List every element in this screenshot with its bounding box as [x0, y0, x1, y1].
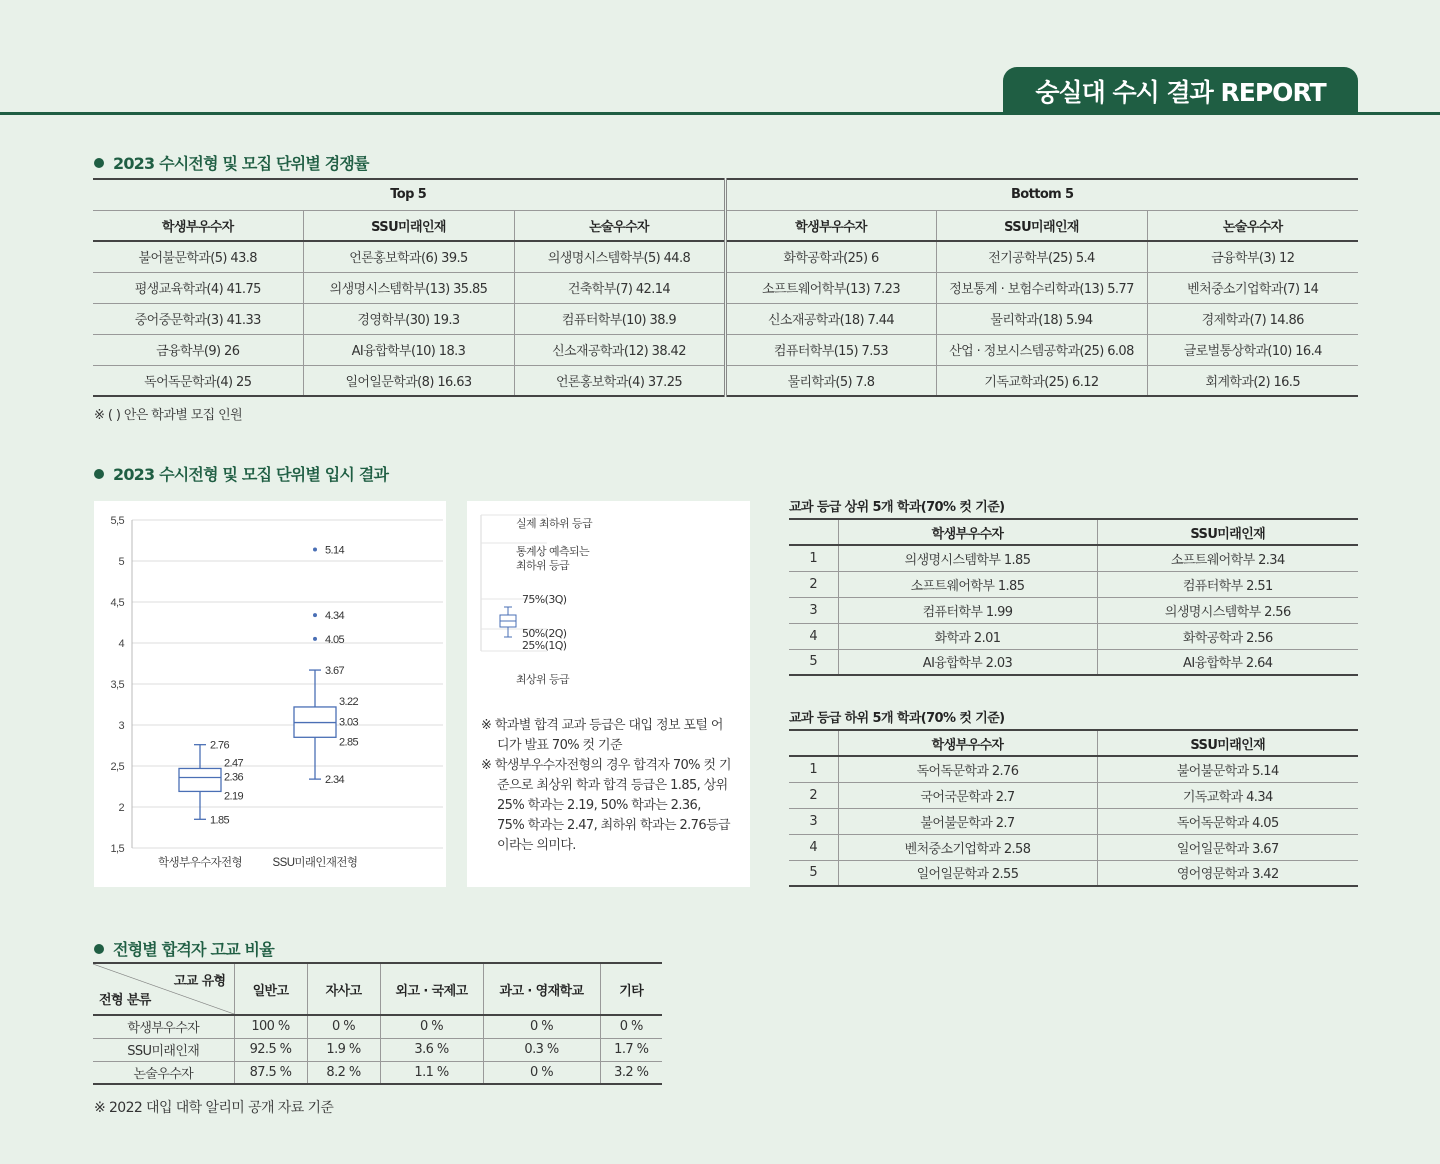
column-header: SSU미래인재 — [1097, 519, 1358, 545]
column-header: 자사고 — [307, 963, 380, 1015]
table-cell: 0 % — [483, 1061, 600, 1084]
data-label-q1: 2.19 — [224, 790, 244, 803]
table-cell: 1 — [789, 756, 838, 782]
diagonal-header — [93, 963, 234, 1015]
data-label-outlier: 5.14 — [325, 544, 345, 557]
section-title-text: 2023 수시전형 및 모집 단위별 입시 결과 — [113, 465, 389, 484]
column-header: 외고 · 국제고 — [380, 963, 483, 1015]
competition-table — [93, 178, 1358, 397]
table-row — [789, 571, 1358, 597]
table-cell: 전기공학부(25) 5.4 — [936, 241, 1147, 272]
table-cell: 1.7 % — [600, 1038, 662, 1061]
table-cell: 2 — [789, 571, 838, 597]
legend-stat-min-2: 최하위 등급 — [516, 559, 570, 572]
x-category-label: SSU미래인재전형 — [272, 857, 358, 869]
bottom5-header: Bottom 5 — [725, 179, 1358, 210]
column-header: SSU미래인재 — [303, 210, 514, 241]
y-tick-label: 5 — [118, 556, 124, 568]
ratio-note: ※ 2022 대입 대학 알리미 공개 자료 기준 — [94, 1100, 334, 1116]
legend-q3: 75%(3Q) — [522, 593, 567, 606]
school-ratio-table — [93, 962, 662, 1085]
boxplot-panel — [94, 501, 446, 887]
data-label-median: 2.36 — [224, 771, 244, 784]
column-header: 과고 · 영재학교 — [483, 963, 600, 1015]
outlier-point — [313, 637, 317, 641]
table-cell: 독어독문학과 4.05 — [1097, 808, 1358, 834]
boxplot-chart — [94, 501, 446, 887]
table-cell: 금융학부(3) 12 — [1147, 241, 1358, 272]
table-cell: 컴퓨터학부 1.99 — [838, 597, 1097, 623]
table-cell: 소프트웨어학부 2.34 — [1097, 545, 1358, 571]
bullet-icon — [94, 469, 104, 479]
table-cell: 화학과 2.01 — [838, 623, 1097, 649]
table-row — [789, 649, 1358, 675]
table-cell: 불어불문학과 5.14 — [1097, 756, 1358, 782]
table-cell: 회계학과(2) 16.5 — [1147, 365, 1358, 396]
table-cell: 5 — [789, 649, 838, 675]
table-cell: 불어불문학과 2.7 — [838, 808, 1097, 834]
table-row — [789, 834, 1358, 860]
top5-header: Top 5 — [93, 179, 725, 210]
data-label-min: 2.34 — [325, 774, 345, 787]
table-cell: 금융학부(9) 26 — [93, 334, 303, 365]
rank-header-empty — [789, 730, 838, 756]
table-cell: 1.1 % — [380, 1061, 483, 1084]
table-cell: 소프트웨어학부 1.85 — [838, 571, 1097, 597]
table-cell: 2 — [789, 782, 838, 808]
table-cell: 4 — [789, 623, 838, 649]
table-cell: 0 % — [307, 1015, 380, 1038]
column-header: 일반고 — [234, 963, 307, 1015]
data-label-outlier: 4.05 — [325, 633, 345, 646]
legend-diagram — [467, 501, 750, 701]
column-header: 학생부우수자 — [725, 210, 936, 241]
table-row — [93, 241, 1358, 272]
explanation-text: ※ 학생부우수자전형의 경우 합격자 70% 컷 기준으로 최상위 학과 합격 등급은 1.85, 상위 25% 학과는 2.19, 50% 학과는 2.36, 75% 학과는 2.47, 최하위 학과는 2.76등급이라는 의미다. — [481, 758, 731, 853]
table-cell: 물리학과(18) 5.94 — [936, 303, 1147, 334]
table-cell: 산업 · 정보시스템공학과(25) 6.08 — [936, 334, 1147, 365]
table-row — [93, 272, 1358, 303]
table-row — [789, 860, 1358, 886]
legend-q1: 25%(1Q) — [522, 639, 567, 652]
table-row — [789, 782, 1358, 808]
table-cell: 논술우수자 — [93, 1061, 234, 1084]
table-row — [789, 597, 1358, 623]
table-row — [93, 334, 1358, 365]
table-cell: 언론홍보학과(6) 39.5 — [303, 241, 514, 272]
table-cell: 중어중문학과(3) 41.33 — [93, 303, 303, 334]
outlier-point — [313, 548, 317, 552]
header-admission-type: 전형 분류 — [99, 993, 151, 1008]
table-cell: 컴퓨터학부 2.51 — [1097, 571, 1358, 597]
table-cell: AI융합학부 2.03 — [838, 649, 1097, 675]
section-title-text: 2023 수시전형 및 모집 단위별 경쟁률 — [113, 154, 369, 173]
table-cell: 일어일문학과 2.55 — [838, 860, 1097, 886]
section-title-competition — [94, 151, 369, 174]
data-label-outlier: 4.34 — [325, 610, 345, 623]
y-tick-label: 1,5 — [110, 843, 124, 855]
y-tick-label: 4 — [118, 638, 124, 650]
table-cell: 87.5 % — [234, 1061, 307, 1084]
table-cell: 컴퓨터학부(10) 38.9 — [514, 303, 725, 334]
column-header: 학생부우수자 — [838, 519, 1097, 545]
table-cell: 신소재공학과(18) 7.44 — [725, 303, 936, 334]
table-cell: 물리학과(5) 7.8 — [725, 365, 936, 396]
outlier-point — [313, 613, 317, 617]
rank-bottom-table — [789, 729, 1358, 887]
explanation-text: ※ 학과별 합격 교과 등급은 대입 정보 포털 어디가 발표 70% 컷 기준 — [481, 718, 723, 753]
y-tick-label: 3,5 — [110, 679, 124, 691]
table-cell: 평생교육학과(4) 41.75 — [93, 272, 303, 303]
column-header: 논술우수자 — [1147, 210, 1358, 241]
table-cell: SSU미래인재 — [93, 1038, 234, 1061]
table-cell: 건축학부(7) 42.14 — [514, 272, 725, 303]
section-title-text: 전형별 합격자 고교 비율 — [113, 940, 274, 959]
table-row — [93, 303, 1358, 334]
table-row — [93, 1015, 662, 1038]
column-header: 학생부우수자 — [838, 730, 1097, 756]
data-label-q3: 3.22 — [339, 695, 359, 708]
table-cell: 기독교학과(25) 6.12 — [936, 365, 1147, 396]
data-label-max: 2.76 — [210, 739, 230, 752]
table-cell: 의생명시스템학부 1.85 — [838, 545, 1097, 571]
table-cell: 의생명시스템학부(5) 44.8 — [514, 241, 725, 272]
legend-actual-min: 실제 최하위 등급 — [516, 517, 592, 530]
table-cell: 의생명시스템학부 2.56 — [1097, 597, 1358, 623]
table-cell: 경영학부(30) 19.3 — [303, 303, 514, 334]
report-title-tab: 숭실대 수시 결과 REPORT — [1003, 67, 1358, 114]
data-label-q1: 2.85 — [339, 736, 359, 749]
table-cell: 의생명시스템학부(13) 35.85 — [303, 272, 514, 303]
table-cell: 신소재공학과(12) 38.42 — [514, 334, 725, 365]
explanation-notes — [481, 716, 731, 856]
table-cell: 정보통계 · 보험수리학과(13) 5.77 — [936, 272, 1147, 303]
table-cell: 벤처중소기업학과 2.58 — [838, 834, 1097, 860]
table-cell: 3 — [789, 808, 838, 834]
table-cell: 5 — [789, 860, 838, 886]
table-cell: 일어일문학과 3.67 — [1097, 834, 1358, 860]
column-header: SSU미래인재 — [936, 210, 1147, 241]
data-label-q3: 2.47 — [224, 757, 244, 770]
section-title-results — [94, 462, 388, 485]
table-cell: 독어독문학과 2.76 — [838, 756, 1097, 782]
table-cell: 일어일문학과(8) 16.63 — [303, 365, 514, 396]
table-row — [93, 1038, 662, 1061]
table-cell: 독어독문학과(4) 25 — [93, 365, 303, 396]
table-cell: 불어불문학과(5) 43.8 — [93, 241, 303, 272]
table-cell: 화학공학과(25) 6 — [725, 241, 936, 272]
rank-top-title: 교과 등급 상위 5개 학과(70% 컷 기준) — [789, 500, 1005, 515]
table-row — [789, 808, 1358, 834]
table-cell: 1 — [789, 545, 838, 571]
data-label-median: 3.03 — [339, 716, 359, 729]
x-category-label: 학생부우수자전형 — [157, 857, 243, 869]
rank-header-empty — [789, 519, 838, 545]
table-cell: 컴퓨터학부(15) 7.53 — [725, 334, 936, 365]
legend-q2: 50%(2Q) — [522, 627, 567, 640]
legend-top: 최상위 등급 — [516, 673, 570, 686]
rank-top-table — [789, 518, 1358, 676]
table-cell: 4 — [789, 834, 838, 860]
table-cell: 92.5 % — [234, 1038, 307, 1061]
header-school-type: 고교 유형 — [173, 974, 226, 989]
table-cell: 3 — [789, 597, 838, 623]
column-header: SSU미래인재 — [1097, 730, 1358, 756]
column-header: 학생부우수자 — [93, 210, 303, 241]
table-row — [93, 365, 1358, 396]
table-cell: 0 % — [483, 1015, 600, 1038]
table-row — [789, 756, 1358, 782]
table-row — [789, 623, 1358, 649]
table-cell: 경제학과(7) 14.86 — [1147, 303, 1358, 334]
table-cell: 3.2 % — [600, 1061, 662, 1084]
table-cell: 학생부우수자 — [93, 1015, 234, 1038]
table-cell: 0 % — [380, 1015, 483, 1038]
data-label-max: 3.67 — [325, 665, 345, 678]
table-cell: 영어영문학과 3.42 — [1097, 860, 1358, 886]
bullet-icon — [94, 158, 104, 168]
rank-bottom-title: 교과 등급 하위 5개 학과(70% 컷 기준) — [789, 711, 1005, 726]
y-tick-label: 2,5 — [110, 761, 124, 773]
table-cell: 국어국문학과 2.7 — [838, 782, 1097, 808]
table-row — [789, 545, 1358, 571]
y-tick-label: 4,5 — [110, 597, 124, 609]
table-cell: 벤처중소기업학과(7) 14 — [1147, 272, 1358, 303]
table-row — [93, 1061, 662, 1084]
column-header: 기타 — [600, 963, 662, 1015]
legend-stat-min-1: 통계상 예측되는 — [516, 545, 590, 558]
table-cell: 0 % — [600, 1015, 662, 1038]
y-tick-label: 2 — [118, 802, 124, 814]
y-tick-label: 3 — [118, 720, 124, 732]
table-cell: 100 % — [234, 1015, 307, 1038]
y-tick-label: 5,5 — [110, 515, 124, 527]
bullet-icon — [94, 944, 104, 954]
column-header: 논술우수자 — [514, 210, 725, 241]
data-label-min: 1.85 — [210, 814, 230, 827]
table-cell: 화학공학과 2.56 — [1097, 623, 1358, 649]
table-cell: 언론홍보학과(4) 37.25 — [514, 365, 725, 396]
table-cell: AI융합학부(10) 18.3 — [303, 334, 514, 365]
table-cell: 기독교학과 4.34 — [1097, 782, 1358, 808]
table-cell: 3.6 % — [380, 1038, 483, 1061]
table-cell: 8.2 % — [307, 1061, 380, 1084]
competition-note: ※ ( ) 안은 학과별 모집 인원 — [94, 408, 243, 423]
table-cell: 1.9 % — [307, 1038, 380, 1061]
table-cell: 0.3 % — [483, 1038, 600, 1061]
box-iqr — [179, 768, 221, 791]
table-cell: AI융합학부 2.64 — [1097, 649, 1358, 675]
table-cell: 소프트웨어학부(13) 7.23 — [725, 272, 936, 303]
table-cell: 글로벌통상학과(10) 16.4 — [1147, 334, 1358, 365]
section-title-ratio — [94, 937, 274, 960]
